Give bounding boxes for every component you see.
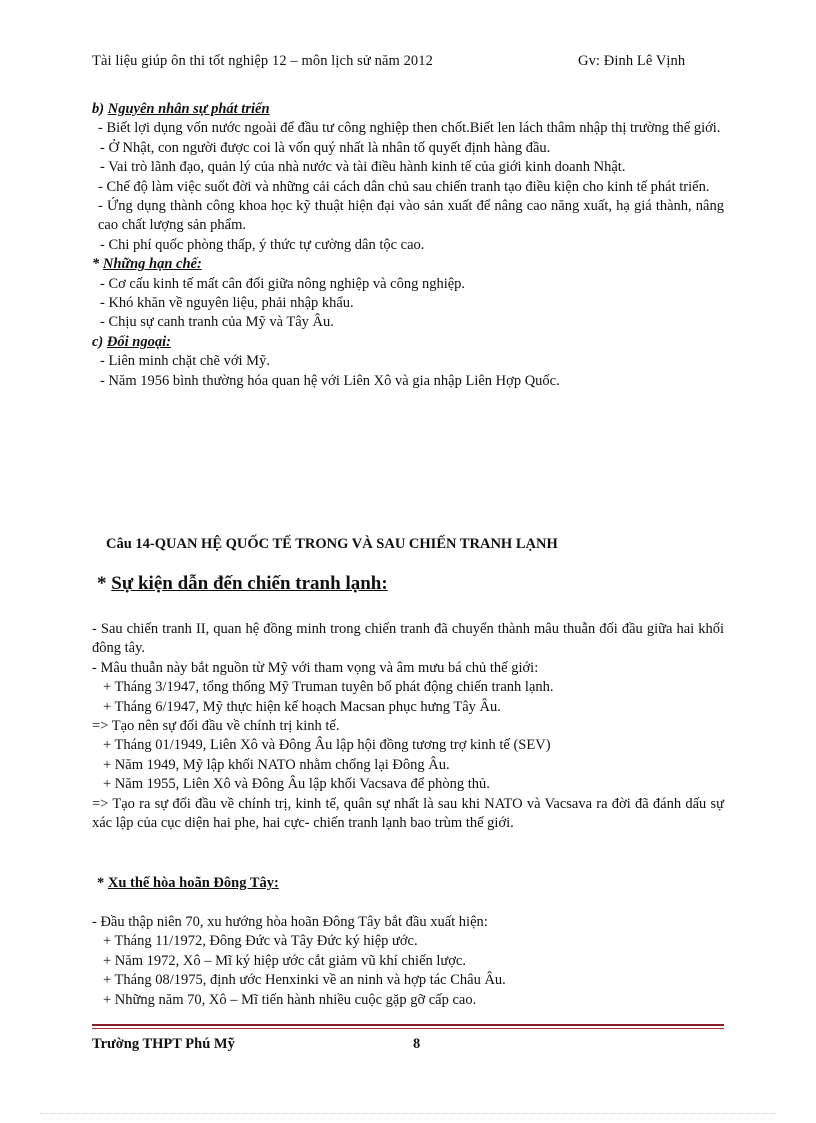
page-edge-dotted-line <box>40 1113 776 1114</box>
list-item: - Khó khăn về nguyên liệu, phải nhập khẩu. <box>100 295 354 312</box>
list-item: - Đầu thập niên 70, xu hướng hòa hoãn Đông Tây bắt đầu xuất hiện: <box>92 914 488 930</box>
list-item: + Tháng 01/1949, Liên Xô và Đông Âu lập hội đồng tương trợ kinh tế (SEV) <box>103 737 551 754</box>
list-item: + Tháng 6/1947, Mỹ thực hiện kế hoạch Macsan phục hưng Tây Âu. <box>103 698 501 715</box>
footer-divider-thin <box>92 1028 724 1029</box>
list-item: - Chi phí quốc phòng thấp, ý thức tự cường dân tộc cao. <box>100 236 425 253</box>
list-item: - Chịu sự canh tranh của Mỹ và Tây Âu. <box>100 314 334 331</box>
list-item: + Tháng 11/1972, Đông Đức và Tây Đức ký hiệp ước. <box>103 933 418 950</box>
heading-foreign-affairs: c) Đối ngoại: <box>92 333 171 350</box>
heading-limitations: * Những hạn chế: <box>92 256 202 273</box>
section-cold-war-events <box>92 620 724 833</box>
list-item: + Những năm 70, Xô – Mĩ tiến hành nhiều cuộc gặp gỡ cấp cao. <box>103 991 477 1008</box>
list-item: - Ứng dụng thành công khoa học kỹ thuật hiện đại vào sản xuất để nâng cao năng xuất, hạ giá thành, nâng cao chất lượng sản phẩm. <box>98 198 724 234</box>
question-14-title: Câu 14-QUAN HỆ QUỐC TẾ TRONG VÀ SAU CHIẾN TRANH LẠNH <box>106 536 558 552</box>
page-number: 8 <box>413 1036 421 1052</box>
list-item: => Tạo nên sự đối đầu về chính trị kinh tế. <box>92 718 340 735</box>
heading-development-causes: b) Nguyên nhân sự phát triển <box>92 101 270 117</box>
list-item: + Năm 1955, Liên Xô và Đông Âu lập khối Vacsava để phòng thủ. <box>103 776 490 793</box>
list-item: - Năm 1956 bình thường hóa quan hệ với Liên Xô và gia nhập Liên Hợp Quốc. <box>100 372 560 389</box>
list-item: - Liên minh chặt chẽ với Mỹ. <box>100 353 270 370</box>
heading-cold-war-events: * Sự kiện dẫn đến chiến tranh lạnh: <box>97 573 388 594</box>
section-japan <box>92 100 724 391</box>
heading-detente: * Xu thế hòa hoãn Đông Tây: <box>97 875 279 891</box>
list-item: + Tháng 3/1947, tổng thống Mỹ Truman tuyên bố phát động chiến tranh lạnh. <box>103 679 554 696</box>
list-item: - Ở Nhật, con người được coi là vốn quý nhất là nhân tố quyết định hàng đầu. <box>100 139 551 156</box>
list-item: - Sau chiến tranh II, quan hệ đồng minh trong chiến tranh đã chuyển thành mâu thuẫn đối đầu giữa hai khối đông tây. <box>92 621 724 657</box>
list-item: + Năm 1949, Mỹ lập khối NATO nhằm chống lại Đông Âu. <box>103 756 450 773</box>
list-item: - Chế độ làm việc suốt đời và những cải cách dân chủ sau chiến tranh tạo điều kiện cho kinh tế phát triển. <box>98 178 710 195</box>
list-item: - Cơ cấu kinh tế mất cân đối giữa nông nghiệp và công nghiệp. <box>100 275 466 292</box>
list-item: + Năm 1972, Xô – Mĩ ký hiệp ước cắt giảm vũ khí chiến lược. <box>103 952 466 969</box>
list-item: - Biết lợi dụng vốn nước ngoài để đầu tư công nghiệp then chốt.Biết len lách thâm nhập thị trường thế giới. <box>98 120 721 137</box>
list-item: + Tháng 08/1975, định ước Henxinki về an ninh và hợp tác Châu Âu. <box>103 972 506 989</box>
list-item: - Mâu thuẫn này bắt nguồn từ Mỹ với tham vọng và âm mưu bá chủ thế giới: <box>92 659 539 676</box>
header-author: Gv: Đinh Lê Vịnh <box>578 53 686 69</box>
list-item: - Vai trò lãnh đạo, quản lý của nhà nước và tài điều hành kinh tế của giới kinh doanh Nhật. <box>100 159 626 176</box>
list-item: => Tạo ra sự đối đầu về chính trị, kinh tế, quân sự nhất là sau khi NATO và Vacsava ra đời đã đánh dấu sự xác lập của cục diện hai phe, hai cực- chiến tranh lạnh bao trùm thế giới. <box>92 795 724 832</box>
footer-school: Trường THPT Phú Mỹ <box>92 1036 235 1052</box>
section-detente <box>92 913 724 1010</box>
footer-divider <box>92 1024 724 1026</box>
header-title: Tài liệu giúp ôn thi tốt nghiệp 12 – môn lịch sử năm 2012 <box>92 53 433 69</box>
